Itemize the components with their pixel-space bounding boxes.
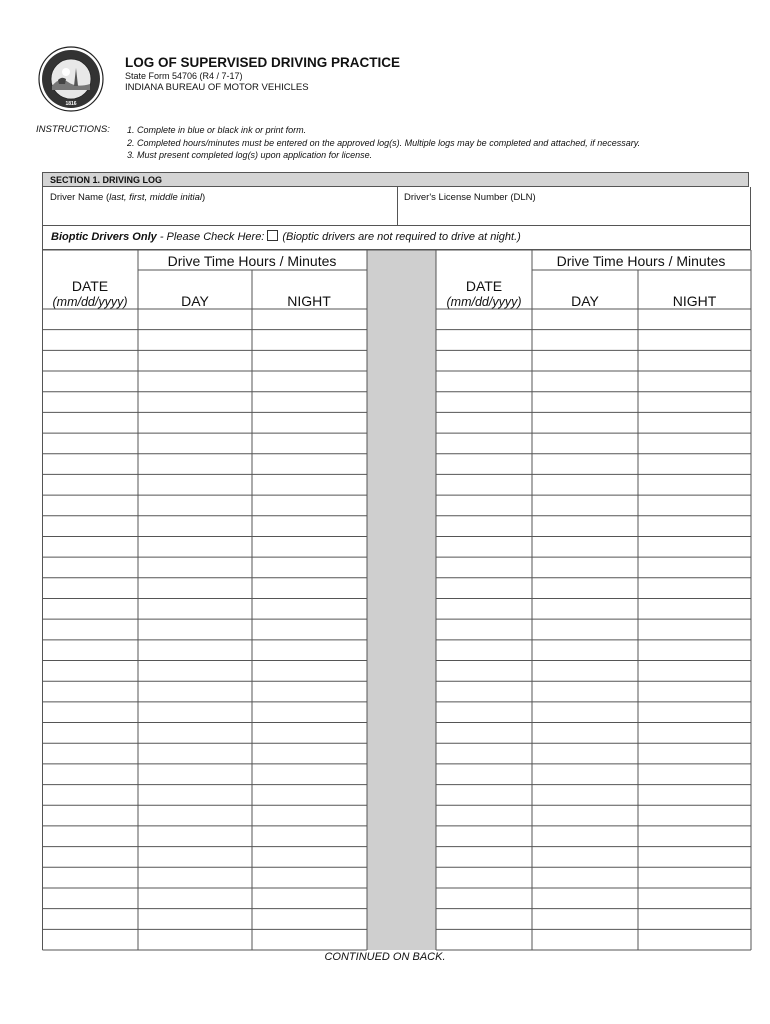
- instruction-item: 3. Must present completed log(s) upon application for license.: [127, 150, 373, 160]
- indiana-state-seal: [38, 46, 104, 112]
- log-grid: [42, 250, 752, 952]
- left-day-header: DAY: [181, 293, 209, 309]
- dln-field[interactable]: [404, 192, 536, 203]
- dln-label: Driver's License Number (DLN): [404, 192, 536, 203]
- instruction-item: 1. Complete in blue or black ink or print form.: [127, 125, 307, 135]
- left-night-header: NIGHT: [287, 293, 331, 309]
- center-gutter: [367, 250, 436, 950]
- field-divider: [397, 187, 398, 225]
- right-night-header: NIGHT: [672, 293, 717, 309]
- right-day-header: DAY: [571, 293, 599, 309]
- driver-name-field[interactable]: [50, 192, 205, 203]
- svg-text:1816: 1816: [65, 101, 77, 107]
- left-date-header: DATE: [71, 278, 109, 294]
- driver-info-row: [42, 187, 751, 226]
- driving-log-table: [42, 250, 752, 957]
- form-title: LOG OF SUPERVISED DRIVING PRACTICE: [125, 55, 401, 70]
- bioptic-row: [42, 226, 751, 250]
- instructions-list: [127, 124, 640, 162]
- right-drive-time-header: Drive Time Hours / Minutes: [556, 253, 726, 269]
- section-1-title: SECTION 1. DRIVING LOG: [42, 172, 749, 187]
- continued-on-back: CONTINUED ON BACK.: [324, 951, 446, 963]
- driver-name-label: Driver Name (: [50, 192, 110, 203]
- left-date-format: (mm/dd/yyyy): [52, 295, 128, 309]
- bioptic-instruction: - Please Check Here:: [156, 231, 265, 243]
- agency-name: INDIANA BUREAU OF MOTOR VEHICLES: [125, 82, 309, 93]
- driver-name-hint: last, first, middle initial: [109, 192, 203, 203]
- driver-name-close: ): [202, 192, 206, 203]
- right-date-header: DATE: [465, 278, 503, 294]
- instructions-label: INSTRUCTIONS:: [36, 124, 110, 135]
- right-date-format: (mm/dd/yyyy): [446, 295, 522, 309]
- form-header: [125, 55, 400, 94]
- left-drive-time-header: Drive Time Hours / Minutes: [167, 253, 337, 269]
- instruction-item: 2. Completed hours/minutes must be entered on the approved log(s). Multiple logs may be completed and attached, if necessary.: [127, 137, 641, 148]
- bioptic-note: (Bioptic drivers are not required to drive at night.): [282, 231, 521, 243]
- form-number: State Form 54706 (R4 / 7-17): [125, 71, 243, 81]
- bioptic-checkbox[interactable]: [267, 230, 278, 241]
- bioptic-label: Bioptic Drivers Only: [51, 231, 157, 243]
